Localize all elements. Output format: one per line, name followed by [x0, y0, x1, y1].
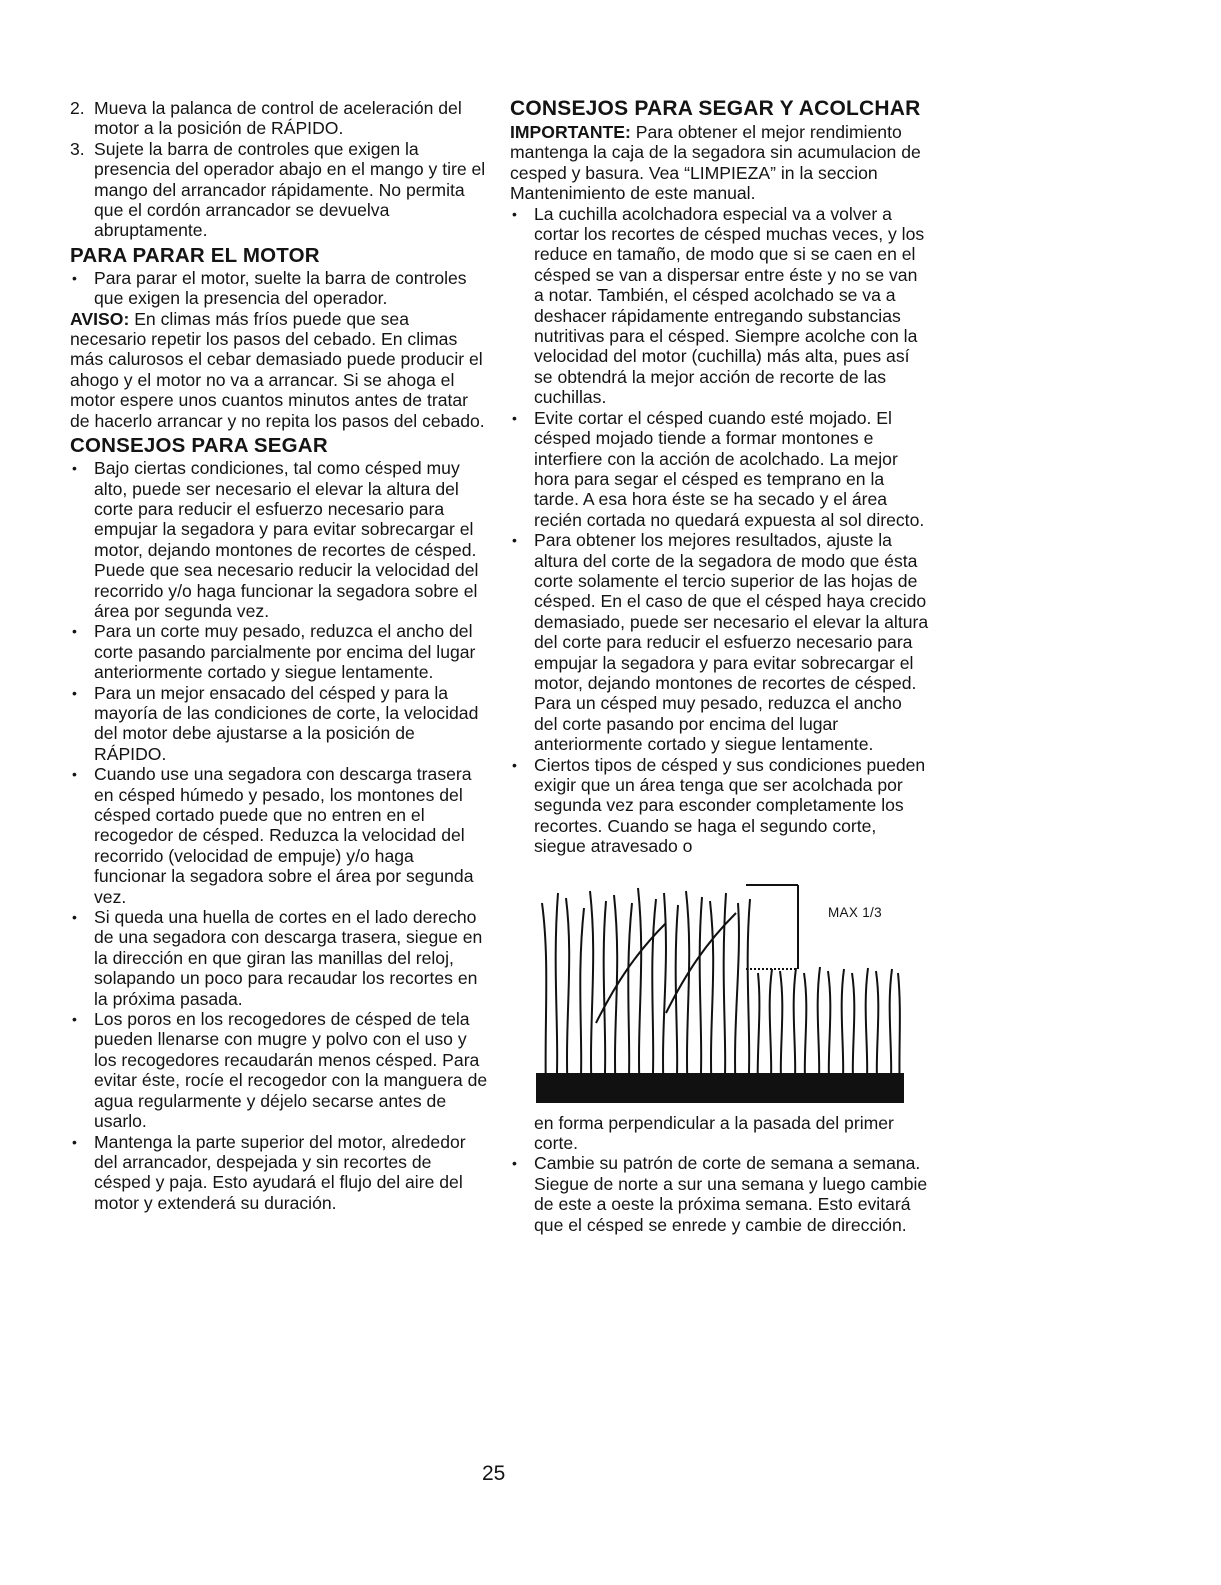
list-item: • Cambie su patrón de corte de semana a semana. Siegue de norte a sur una semana y luego cambie de este a oeste la próxima semana. Esto evitará que el césped se enrede y cambie de dirección.: [510, 1153, 930, 1235]
list-item: • Para un corte muy pesado, reduzca el ancho del corte pasando parcialmente por encima del lugar anteriormente cortado y siegue lentamente.: [70, 621, 490, 682]
step-number: 2.: [70, 98, 85, 118]
list-item: • Evite cortar el césped cuando esté mojado. El césped mojado tiende a formar montones e interfiere con la acción de acolchado. La mejor hora para segar el césped es temprano en la tarde. A esa hora éste se ha secado y el área recién cortada no quedará expuesta al sol directo.: [510, 408, 930, 530]
step-text: Mueva la palanca de control de aceleración del motor a la posición de RÁPIDO.: [94, 98, 462, 139]
page-number: 25: [482, 1462, 506, 1485]
step-3: [70, 139, 490, 241]
list-item: • Los poros en los recogedores de césped de tela pueden llenarse con mugre y polvo con el uso y los recogedores recaudarán menos césped. Para evitar éste, rocíe el recogedor con la manguera de agua regularmente y déjelo secarse antes de usarlo.: [70, 1009, 490, 1131]
important-text: Para obtener el mejor rendimiento mantenga la caja de la segadora sin acumulacion de cesped y basura. Vea “LIMPIEZA” in la seccion Mantenimiento de este manual.: [510, 122, 921, 204]
aviso-text: En climas más fríos puede que sea necesario repetir los pasos del cebado. En climas más calurosos el cebar demasiado puede producir el ahogo y el motor no va a arrancar. Si se ahoga el motor espere unos cuantos minutos antes de tratar de hacerlo arrancar y no repita los pasos del cebado.: [70, 308, 485, 431]
list-item: • Si queda una huella de cortes en el lado derecho de una segadora con descarga trasera, siegue en la dirección en que giran las manillas del reloj, solapando un poco para recaudar los recortes en la próxima pasada.: [70, 907, 490, 1009]
mulching-tips-list: [510, 204, 930, 857]
list-item: • La cuchilla acolchadora especial va a volver a cortar los recortes de césped muchas veces, y los reduce en tamaño, de modo que si se caen en el césped se van a dispersar entre éste y no se van a notar. También, el césped acolchado se va a deshacer rápidamente entregando substancias nutritivas para el césped. Siempre acolche con la velocidad del motor (cuchilla) más alta, pues así se obtendrá la mejor acción de recorte de las cuchillas.: [510, 204, 930, 408]
mulching-tips-list-continued: [510, 1153, 930, 1235]
list-item: • Para obtener los mejores resultados, ajuste la altura del corte de la segadora de modo que ésta corte solamente el tercio superior de las hojas de césped. En el caso de que el césped haya crecido demasiado, puede ser necesario el elevar la altura del corte para reducir el esfuerzo necesario para empujar la segadora y para evitar sobrecargar el motor, dejando montones de recortes de césped. Para un césped muy pesado, reduzca el ancho del corte pasando por encima del lugar anteriormente cortado y siegue lentamente.: [510, 530, 930, 754]
aviso-label: AVISO:: [70, 308, 130, 329]
stop-engine-list: [70, 268, 490, 309]
important-paragraph: [510, 122, 930, 204]
max-third-label: MAX 1/3: [828, 904, 882, 920]
continuation-text: en forma perpendicular a la pasada del primer corte.: [534, 1112, 894, 1154]
grass-height-illustration: [536, 873, 906, 1103]
left-column: [70, 98, 490, 1213]
list-item: • Ciertos tipos de césped y sus condiciones pueden exigir que un área tenga que ser acolchada por segunda vez para esconder completamente los recortes. Cuando se haga el segundo corte, siegue atravesado o: [510, 755, 930, 857]
right-column: [510, 98, 930, 1235]
aviso-paragraph: [70, 309, 490, 431]
important-label: IMPORTANTE:: [510, 122, 631, 142]
list-item: • Bajo ciertas condiciones, tal como césped muy alto, puede ser necesario el elevar la altura del corte para reducir el esfuerzo necesario para empujar la segadora y para evitar sobrecargar el motor, dejando montones de recortes de césped. Puede que sea necesario reducir la velocidad del recorrido y/o haga funcionar la segadora sobre el área por segunda vez.: [70, 458, 490, 621]
mowing-tips-heading: CONSEJOS PARA SEGAR: [70, 434, 328, 458]
stop-engine-heading: PARA PARAR EL MOTOR: [70, 243, 320, 267]
list-item: • Cuando use una segadora con descarga trasera en césped húmedo y pesado, los montones del césped cortado puede que no entren en el recogedor de césped. Reduzca la velocidad del recorrido (velocidad de empuje) y/o haga funcionar la segadora sobre el área por segunda vez.: [70, 764, 490, 907]
step-2: [70, 98, 490, 139]
list-item: • Para un mejor ensacado del césped y para la mayoría de las condiciones de corte, la velocidad del motor debe ajustarse a la posición de RÁPIDO.: [70, 683, 490, 765]
step-number: 3.: [70, 138, 85, 159]
list-item: • Para parar el motor, suelte la barra de controles que exigen la presencia del operador.: [70, 268, 490, 309]
mulching-tips-heading: CONSEJOS PARA SEGAR Y ACOLCHAR: [510, 97, 921, 120]
mowing-tips-list: [70, 458, 490, 1213]
list-item: • Mantenga la parte superior del motor, alrededor del arrancador, despejada y sin recortes de césped y paja. Esto ayudará el flujo del aire del motor y extenderá su duración.: [70, 1132, 490, 1214]
step-text: Sujete la barra de controles que exigen la presencia del operador abajo en el mango y tire el mango del arrancador rápidamente. No permita que el cordón arrancador se devuelva abruptamente.: [94, 138, 486, 241]
